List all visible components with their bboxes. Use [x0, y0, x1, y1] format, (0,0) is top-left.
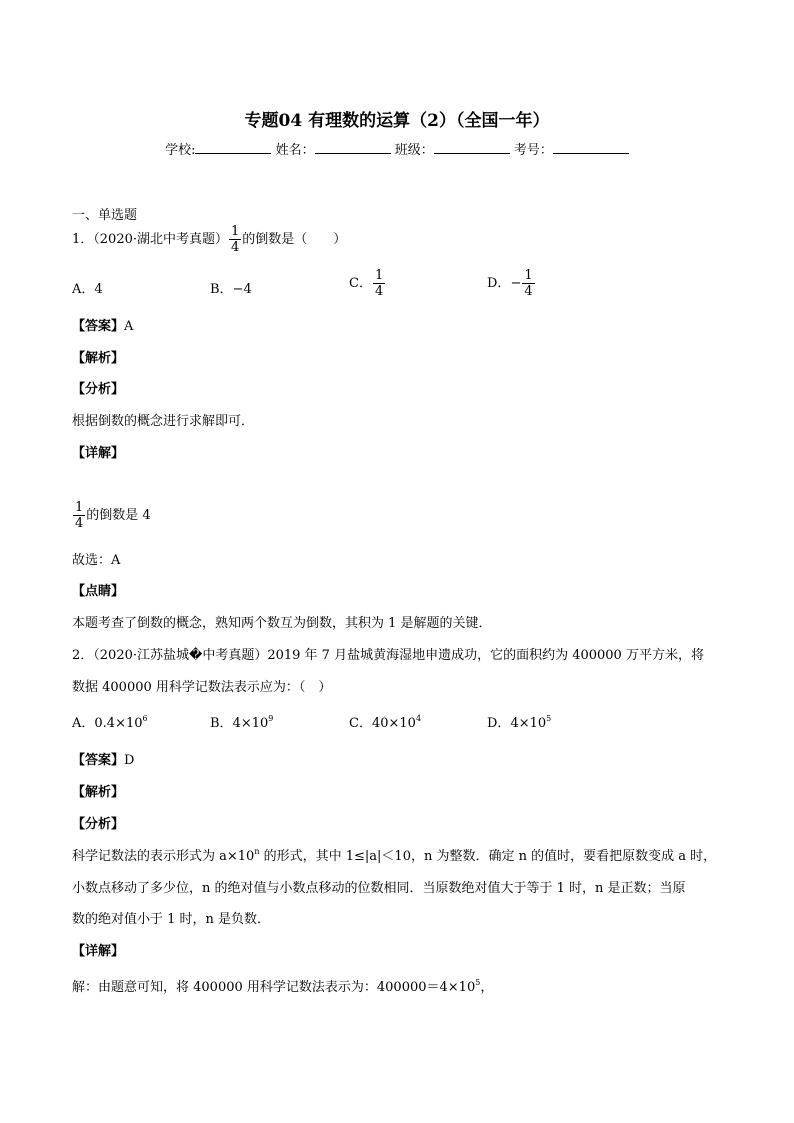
question-1-prefix: 1．（2020·湖北中考真题）: [72, 232, 228, 247]
class-blank: [434, 141, 510, 154]
question-1-detail-line: $\frac{1}{4}$ 的倒数是 4: [75, 500, 151, 531]
question-1-fenxi-label: 【分析】: [72, 382, 125, 397]
question-1-suffix: 的倒数是（ ）: [242, 232, 347, 247]
question-2-fenxi-line-1: 科学记数法的表示形式为 $a\times 10^n$ 的形式，其中 1≤|a|＜10，n 为整数．确定 n 的值时，要看把原数变成 a 时，: [72, 847, 717, 864]
name-label: 姓名：: [275, 143, 315, 158]
section-heading: 一、单选题: [72, 208, 138, 223]
question-2-fenxi-line-2: 小数点移动了多少位，n 的绝对值与小数点移动的位数相同．当原数绝对值大于等于 1 时，n 是正数；当原: [72, 881, 686, 896]
question-2-analysis-label: 【解析】: [72, 785, 125, 800]
question-1-detail-label: 【详解】: [72, 446, 125, 461]
question-1-fraction: $\frac{1}{4}$: [231, 224, 240, 255]
question-1-option-b: B．−4: [210, 282, 252, 297]
question-2-answer: 【答案】D: [72, 753, 135, 768]
question-2-option-b: B．$4\times 10^9$: [210, 714, 274, 731]
question-1-option-c: C． $\frac{1}{4}$: [349, 268, 384, 299]
question-2-option-c: C．$40\times 10^4$: [349, 714, 422, 731]
name-blank: [315, 141, 391, 154]
student-info-line: [0, 139, 794, 158]
class-label: 班级：: [394, 143, 434, 158]
question-1-fenxi-text: 根据倒数的概念进行求解即可．: [72, 414, 255, 429]
page-title: 专题04 有理数的运算（2）（全国一年）: [244, 111, 550, 131]
question-1-answer: 【答案】A: [72, 319, 134, 334]
question-1-analysis-label: 【解析】: [72, 351, 125, 366]
exam-number-blank: [553, 141, 629, 154]
school-label: 学校:: [165, 143, 196, 158]
question-1-stem: [72, 224, 346, 255]
exam-number-label: 考号：: [513, 143, 553, 158]
question-1-option-a: A．4: [72, 282, 103, 297]
question-1-comment-text: 本题考查了倒数的概念，熟知两个数互为倒数，其积为 1 是解题的关键．: [72, 616, 492, 631]
question-2-option-a: A．$0.4\times 10^6$: [72, 714, 148, 731]
question-1-choice: 故选：A: [72, 553, 121, 568]
question-2-fenxi-line-3: 数的绝对值小于 1 时，n 是负数．: [72, 912, 271, 927]
question-2-stem-line-2: 数据 400000 用科学记数法表示应为：（ ）: [72, 680, 332, 695]
question-2-option-d: D．$4\times 10^5$: [487, 714, 552, 731]
question-2-detail-label: 【详解】: [72, 944, 125, 959]
question-2-stem-line-1: 2．（2020·江苏盐城�中考真题）2019 年 7 月盐城黄海湿地申遗成功，它的面积约为 400000 万平方米，将: [72, 648, 704, 663]
question-1-comment-label: 【点睛】: [72, 584, 125, 599]
question-2-detail-text: 解：由题意可知，将 400000 用科学记数法表示为：$400000=4\times 10^5$，: [72, 978, 494, 995]
question-1-option-d: D．− $\frac{1}{4}$: [487, 268, 533, 299]
school-blank: [195, 141, 271, 154]
question-2-fenxi-label: 【分析】: [72, 817, 125, 832]
